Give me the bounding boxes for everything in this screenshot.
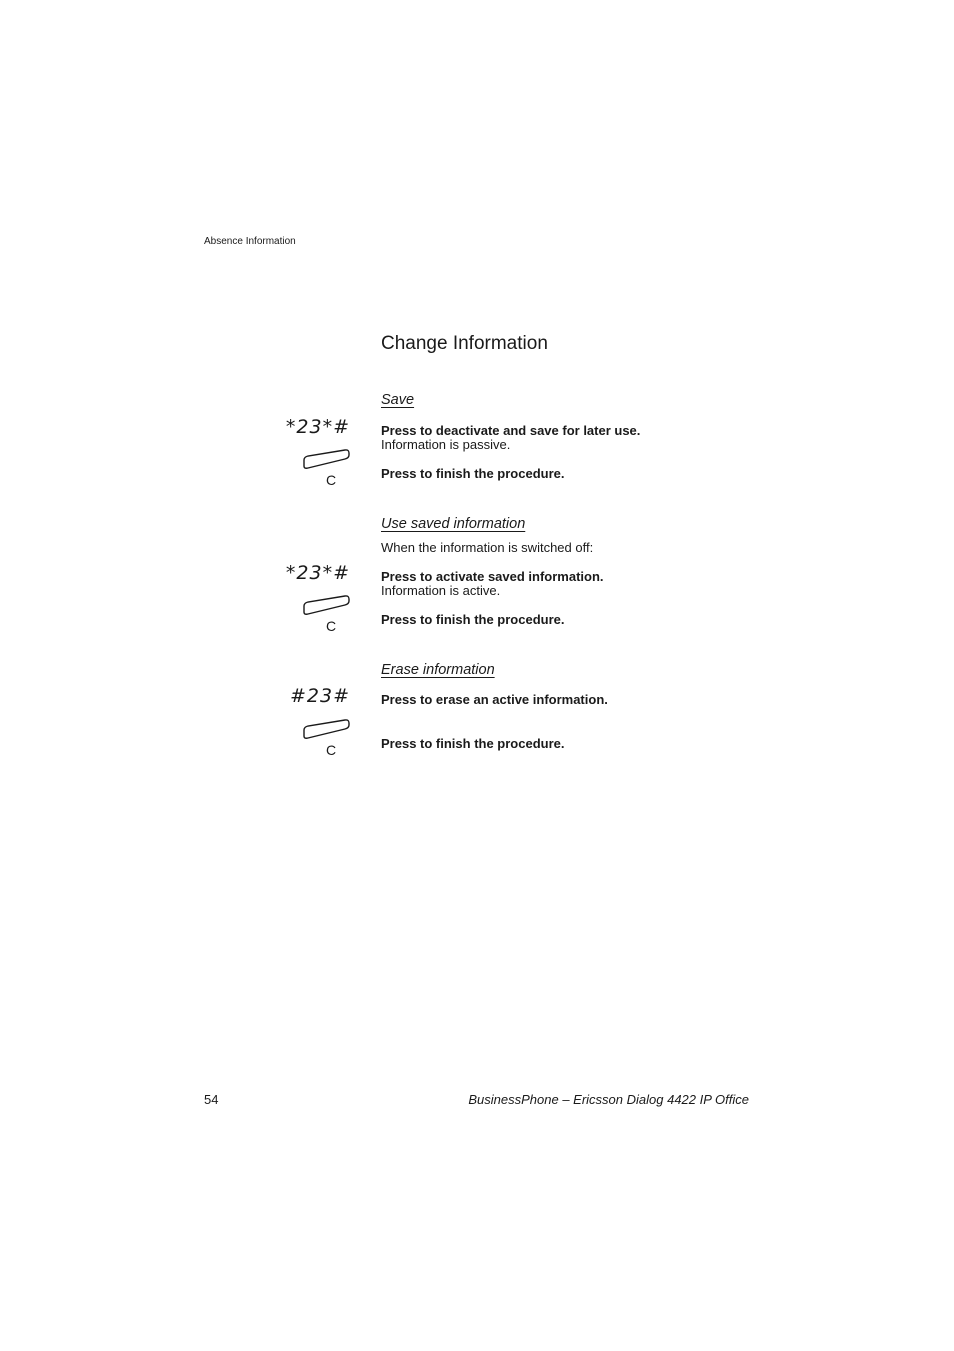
c-key-label: C bbox=[326, 742, 337, 758]
step-instruction: Press to deactivate and save for later use. bbox=[381, 423, 641, 438]
step-instruction: Press to erase an active information. bbox=[381, 692, 608, 707]
running-header: Absence Information bbox=[204, 236, 296, 247]
key-sequence-hash-23-hash: #23# bbox=[289, 685, 350, 707]
key-sequence-star-23-star-hash: *23*# bbox=[285, 416, 350, 438]
step-note: Information is passive. bbox=[381, 437, 511, 452]
step-instruction: Press to finish the procedure. bbox=[381, 612, 565, 627]
step-instruction: Press to finish the procedure. bbox=[381, 466, 565, 481]
step-instruction: Press to activate saved information. bbox=[381, 569, 604, 584]
section-heading-use-saved-information: Use saved information bbox=[381, 516, 526, 532]
step-note: Information is active. bbox=[381, 583, 501, 598]
page-title: Change Information bbox=[381, 333, 548, 354]
section-heading-erase-information: Erase information bbox=[381, 662, 495, 678]
page-number: 54 bbox=[204, 1092, 219, 1107]
section-heading-save: Save bbox=[381, 392, 415, 408]
footer-document-title: BusinessPhone – Ericsson Dialog 4422 IP Office bbox=[468, 1092, 749, 1107]
c-key-label: C bbox=[326, 472, 337, 488]
step-instruction: Press to finish the procedure. bbox=[381, 736, 565, 751]
section-intro: When the information is switched off: bbox=[381, 540, 594, 555]
key-sequence-star-23-star-hash: *23*# bbox=[285, 562, 350, 584]
c-key-label: C bbox=[326, 618, 337, 634]
